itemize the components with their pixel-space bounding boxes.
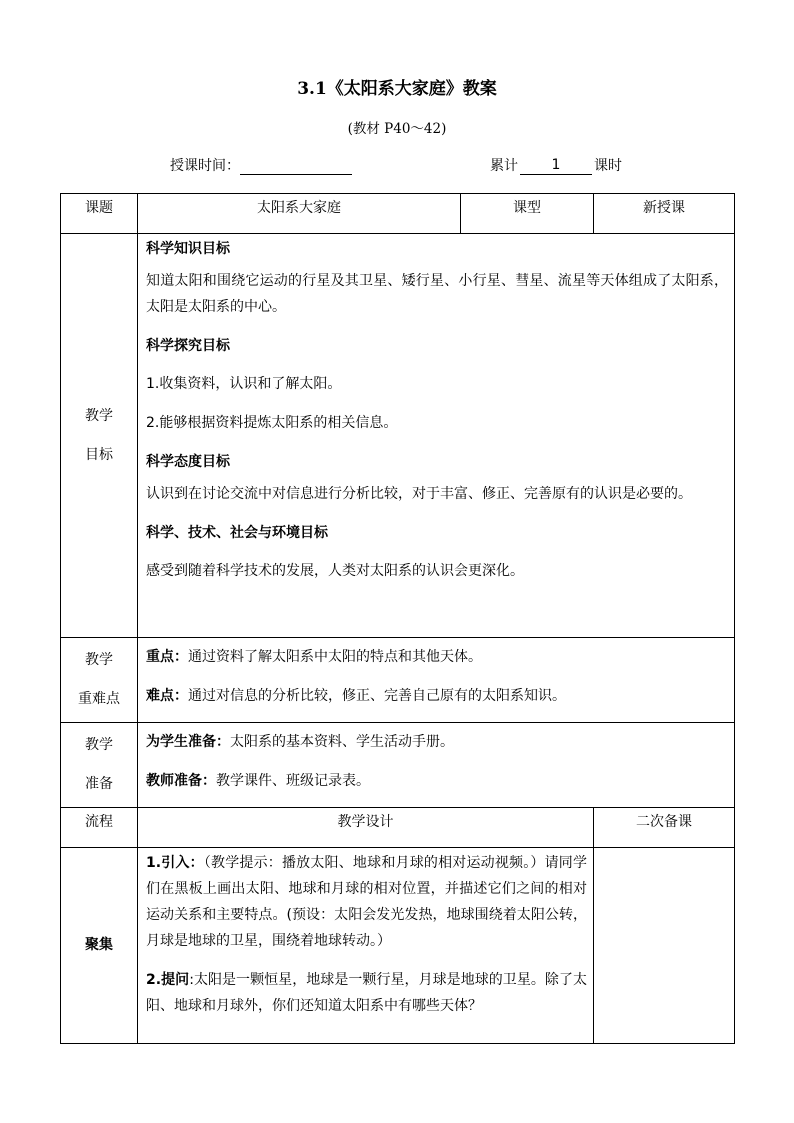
lesson-time-label: 授课时间： (170, 158, 240, 174)
focus-stage-label: 聚集 (61, 848, 138, 1044)
preparation-label: 教学 准备 (61, 723, 138, 808)
difficulty-point: 难点：通过对信息的分析比较，修正、完善自己原有的太阳系知识。 (146, 688, 566, 704)
key-points-content (138, 638, 735, 723)
lesson-time-blank (240, 157, 352, 175)
knowledge-goal-text: 知道太阳和围绕它运动的行星及其卫星、矮行星、小行星、彗星、流星等天体组成了太阳系，太阳是太阳系的中心。 (146, 273, 728, 315)
lesson-count (490, 155, 622, 175)
process-header-row (61, 808, 735, 848)
lesson-plan-table (60, 193, 735, 1044)
lesson-count-label: 累计 (490, 158, 518, 174)
goals-label: 教学 目标 (61, 234, 138, 638)
lesson-time (170, 155, 352, 175)
lesson-type-label: 课型 (461, 194, 594, 234)
attitude-goal-title: 科学态度目标 (146, 454, 230, 470)
goals-content (138, 234, 735, 638)
lesson-type-value: 新授课 (594, 194, 735, 234)
focus-stage-row (61, 848, 735, 1044)
lesson-count-unit: 课时 (594, 158, 622, 174)
goals-row (61, 234, 735, 638)
student-preparation: 为学生准备：太阳系的基本资料、学生活动手册。 (146, 734, 454, 750)
attitude-goal-text: 认识到在讨论交流中对信息进行分析比较，对于丰富、修正、完善原有的认识是必要的。 (146, 486, 692, 502)
topic-value: 太阳系大家庭 (138, 194, 461, 234)
question-step: 2.提问:太阳是一颗恒星，地球是一颗行星，月球是地球的卫星。除了太阳、地球和月球外，你们还知道太阳系中有哪些天体？ (146, 972, 588, 1014)
sts-goal-title: 科学、技术、社会与环境目标 (146, 525, 328, 541)
focus-point: 重点：通过资料了解太阳系中太阳的特点和其他天体。 (146, 649, 482, 665)
flow-header: 流程 (61, 808, 138, 848)
document-title: 3.1《太阳系大家庭》教案 (297, 79, 497, 99)
inquiry-goal-1: 1.收集资料，认识和了解太阳。 (146, 376, 342, 392)
knowledge-goal-title: 科学知识目标 (146, 241, 230, 257)
topic-label: 课题 (61, 194, 138, 234)
textbook-pages: (教材 P40～42) (347, 121, 447, 137)
teacher-preparation: 教师准备：教学课件、班级记录表。 (146, 773, 370, 789)
preparation-content (138, 723, 735, 808)
focus-stage-content (138, 848, 594, 1044)
inquiry-goal-title: 科学探究目标 (146, 338, 230, 354)
inquiry-goal-2: 2.能够根据资料提炼太阳系的相关信息。 (146, 415, 398, 431)
key-points-label: 教学 重难点 (61, 638, 138, 723)
lesson-count-value: 1 (520, 157, 592, 175)
preparation-row (61, 723, 735, 808)
second-prep-header: 二次备课 (594, 808, 735, 848)
second-prep-cell (594, 848, 735, 1044)
intro-step: 1.引入：（教学提示：播放太阳、地球和月球的相对运动视频。）请同学们在黑板上画出太阳、地球和月球的相对位置，并描述它们之间的相对运动关系和主要特点。(预设：太阳会发光发热，地球围绕着太阳公转，月球是地球的卫星，围绕着地球转动。） (146, 855, 587, 949)
key-points-row (61, 638, 735, 723)
topic-row (61, 194, 735, 234)
design-header: 教学设计 (138, 808, 594, 848)
sts-goal-text: 感受到随着科学技术的发展，人类对太阳系的认识会更深化。 (146, 563, 524, 579)
